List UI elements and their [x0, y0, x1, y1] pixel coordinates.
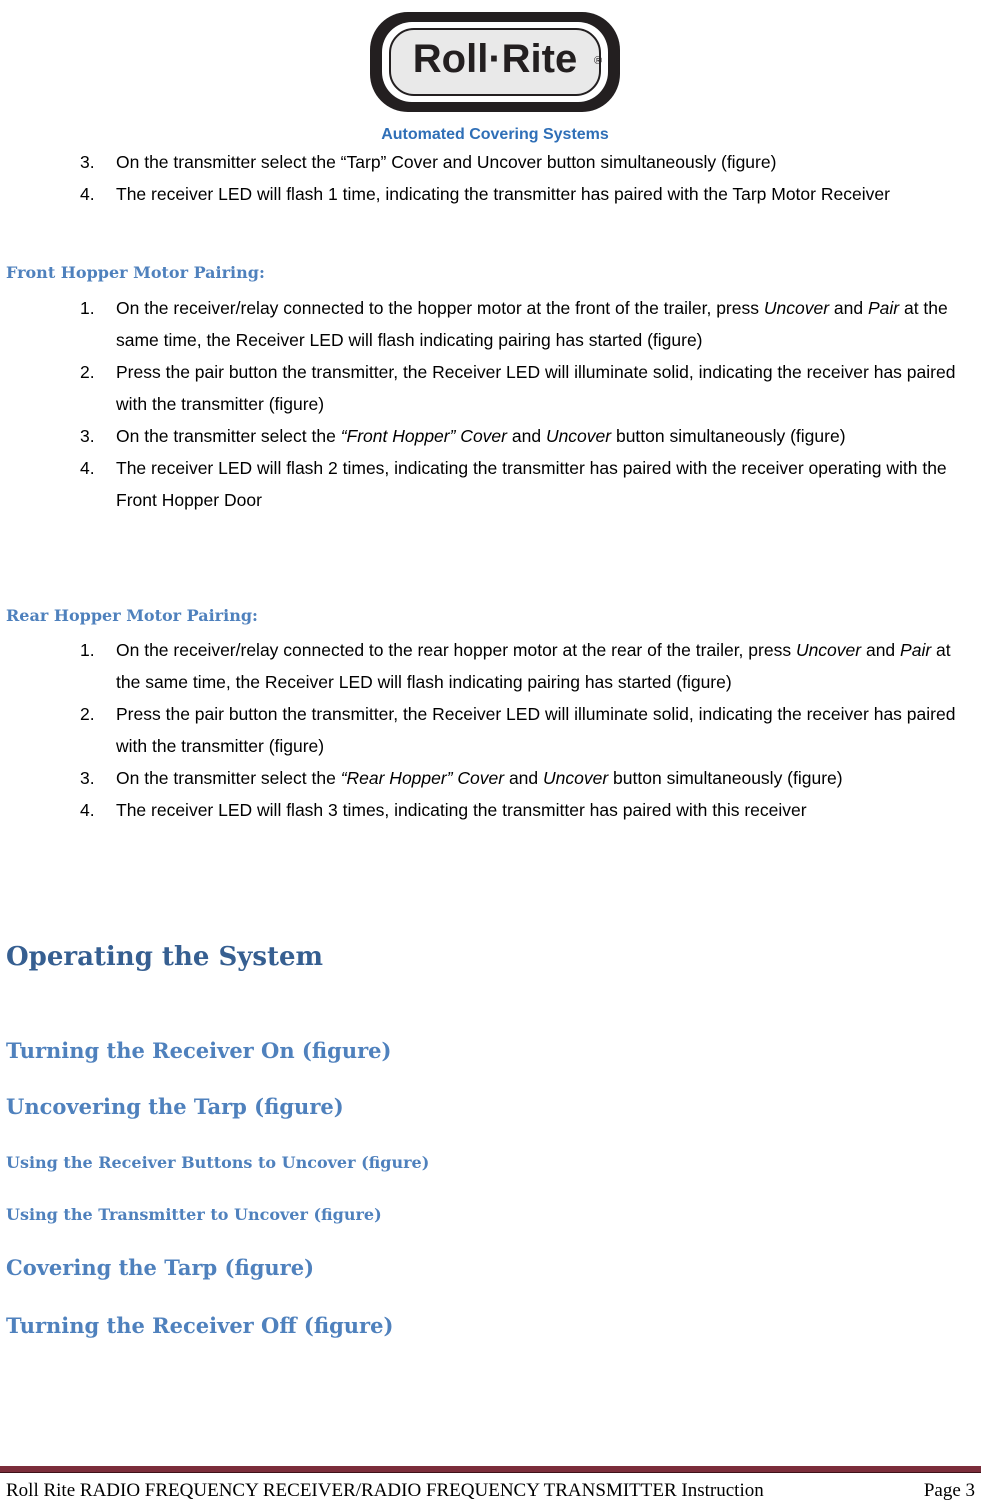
step-text: Press the pair button the transmitter, the Receiver LED will illuminate solid, indicating the receiver has paired with the transmitter (figure): [116, 704, 956, 756]
step-text: On the receiver/relay connected to the hopper motor at the front of the trailer, press: [116, 298, 764, 318]
transmitter-heading: Using the Transmitter to Uncover (figure): [6, 1205, 382, 1224]
step-number: 4.: [80, 458, 95, 478]
step-number: 2.: [80, 362, 95, 382]
logo-tagline: Automated Covering Systems: [381, 126, 609, 143]
step-text: and: [829, 298, 868, 318]
step-number: 4.: [80, 800, 95, 820]
uncovering-heading: Uncovering the Tarp (figure): [6, 1094, 344, 1119]
list-item: [0, 452, 981, 516]
receiver-off-heading: Turning the Receiver Off (figure): [6, 1313, 394, 1338]
step-text: On the receiver/relay connected to the rear hopper motor at the rear of the trailer, press: [116, 640, 796, 660]
receiver-on-heading: Turning the Receiver On (figure): [6, 1038, 392, 1063]
step-text-italic: “Front Hopper” Cover: [340, 426, 507, 446]
step-text: The receiver LED will flash 3 times, indicating the transmitter has paired with this receiver: [116, 800, 807, 820]
step-number: 3.: [80, 152, 95, 172]
step-text-italic: Pair: [867, 298, 900, 318]
step-text: The receiver LED will flash 1 time, indicating the transmitter has paired with the Tarp Motor Receiver: [116, 184, 890, 204]
receiver-buttons-heading: Using the Receiver Buttons to Uncover (figure): [6, 1153, 430, 1172]
step-text: button simultaneously (figure): [608, 768, 843, 788]
step-text: and: [507, 426, 546, 446]
list-item: [0, 356, 981, 420]
step-text: On the transmitter select the: [116, 768, 341, 788]
list-item: [0, 146, 898, 178]
step-number: 2.: [80, 704, 95, 724]
step-text: at the same time, the Receiver LED will flash indicating pairing has started (figure): [116, 640, 951, 692]
page-number: Page 3: [923, 1480, 975, 1501]
step-text: and: [504, 768, 544, 788]
list-item: [0, 178, 898, 210]
step-number: 1.: [80, 298, 95, 318]
front-hopper-steps: [0, 292, 981, 516]
list-item: [0, 634, 981, 698]
step-number: 3.: [80, 768, 95, 788]
step-text-italic: Uncover: [545, 426, 612, 446]
step-text: On the transmitter select the: [116, 426, 341, 446]
step-text-italic: Pair: [900, 640, 932, 660]
step-text-italic: Uncover: [795, 640, 862, 660]
step-text: at the same time, the Receiver LED will flash indicating pairing has started (figure): [116, 298, 948, 350]
list-item: [0, 292, 981, 356]
list-item: [0, 698, 981, 762]
step-number: 3.: [80, 426, 95, 446]
rear-hopper-heading: Rear Hopper Motor Pairing:: [6, 606, 258, 625]
step-text: button simultaneously (figure): [611, 426, 846, 446]
list-item: [0, 794, 981, 826]
footer-divider: [0, 1466, 981, 1473]
step-text: On the transmitter select the “Tarp” Cover and Uncover button simultaneously (figure): [116, 152, 777, 172]
covering-heading: Covering the Tarp (figure): [6, 1255, 315, 1280]
step-text: The receiver LED will flash 2 times, indicating the transmitter has paired with the receiver operating with the Front Hopper Door: [116, 458, 947, 510]
footer-title: Roll Rite RADIO FREQUENCY RECEIVER/RADIO FREQUENCY TRANSMITTER Instruction: [6, 1480, 764, 1501]
step-text: Press the pair button the transmitter, the Receiver LED will illuminate solid, indicating the receiver has paired with the transmitter (figure): [116, 362, 956, 414]
step-text-italic: “Rear Hopper” Cover: [340, 768, 505, 788]
step-text-italic: Uncover: [763, 298, 830, 318]
operating-heading: Operating the System: [6, 942, 324, 972]
roll-rite-logo: [352, 2, 638, 144]
logo-registered: ®: [594, 55, 603, 67]
tarp-pairing-steps: [0, 146, 898, 210]
step-number: 4.: [80, 184, 95, 204]
logo-brand: Roll·Rite: [412, 37, 578, 81]
list-item: [0, 762, 981, 794]
list-item: [0, 420, 981, 452]
rear-hopper-steps: [0, 634, 981, 826]
step-text-italic: Uncover: [543, 768, 609, 788]
front-hopper-heading: Front Hopper Motor Pairing:: [6, 263, 265, 282]
step-text: and: [861, 640, 901, 660]
step-number: 1.: [80, 640, 95, 660]
